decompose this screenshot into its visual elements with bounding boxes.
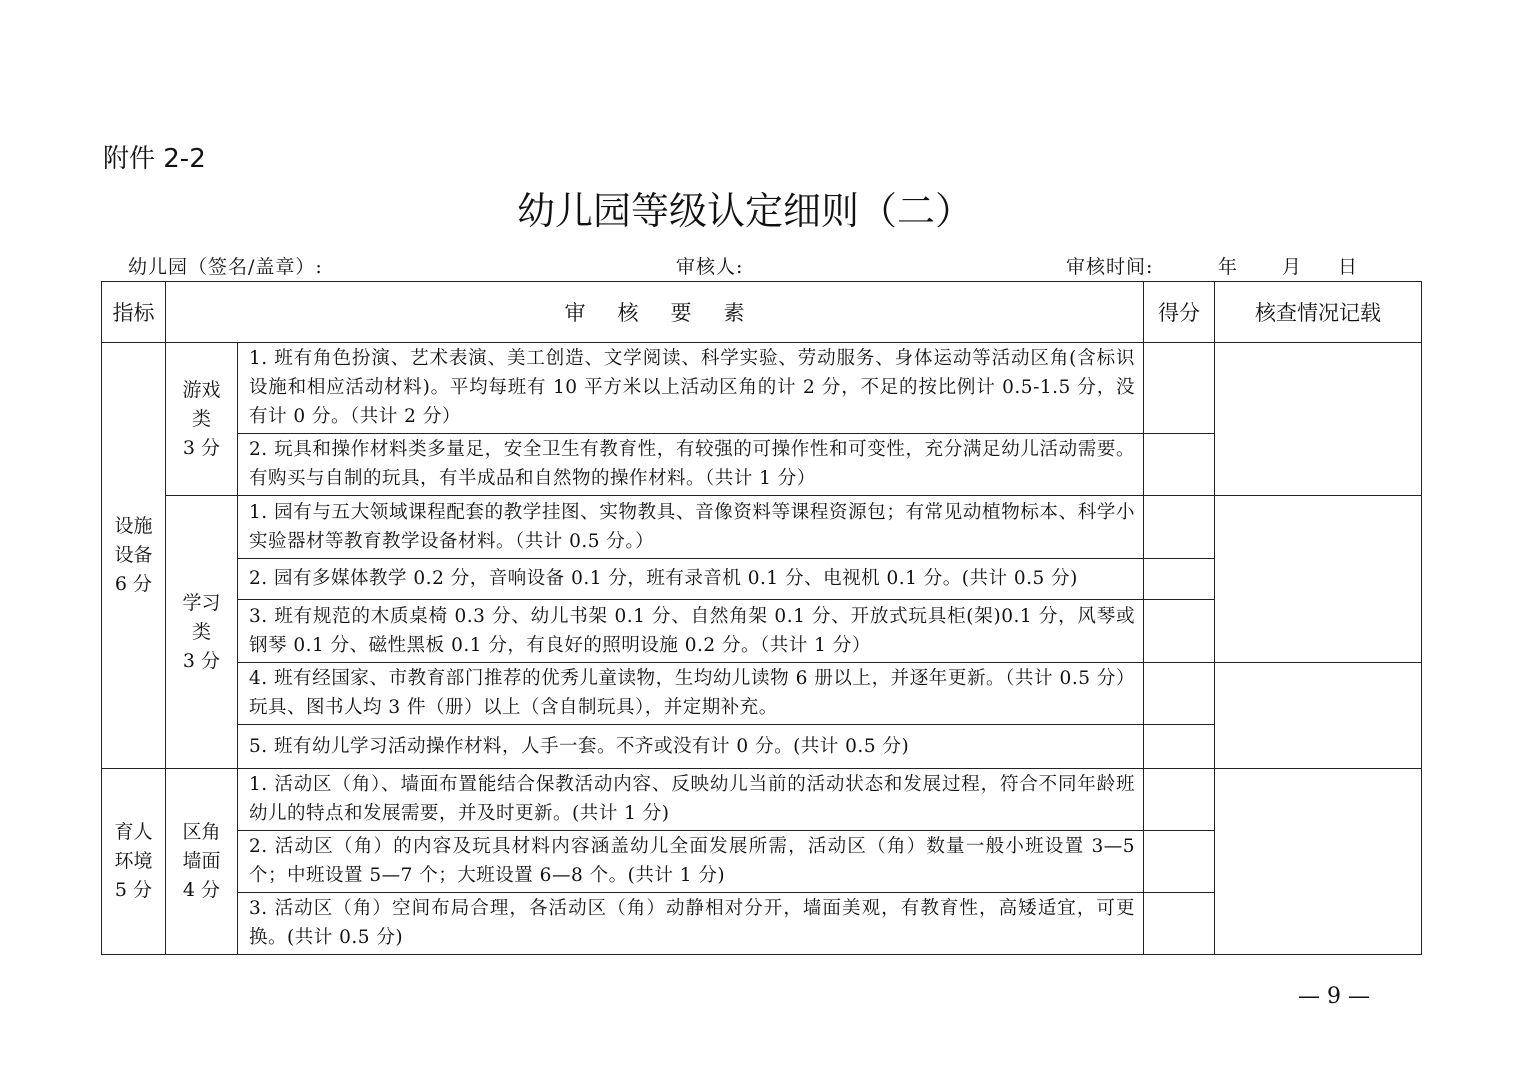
group-name-corner-wall: 区角 墙面 4 分	[166, 769, 238, 955]
score-cell[interactable]	[1144, 600, 1215, 663]
header-record: 核查情况记载	[1215, 282, 1422, 343]
header-indicator: 指标	[102, 282, 166, 343]
record-cell[interactable]	[1215, 663, 1422, 769]
record-cell[interactable]	[1215, 343, 1422, 496]
table-row	[102, 769, 1422, 831]
page-number: — 9 —	[1298, 984, 1370, 1009]
criteria-item: 1. 班有角色扮演、艺术表演、美工创造、文学阅读、科学实验、劳动服务、身体运动等活动区角(含标识设施和相应活动材料)。平均每班有 10 平方米以上活动区角的计 2 分，不足的按比例计 0.5-1.5 分，没有计 0 分。（共计 2 分）	[238, 343, 1144, 434]
score-cell[interactable]	[1144, 893, 1215, 955]
criteria-item: 2. 玩具和操作材料类多量足，安全卫生有教育性，有较强的可操作性和可变性，充分满足幼儿活动需要。有购买与自制的玩具，有半成品和自然物的操作材料。（共计 1 分）	[238, 434, 1144, 496]
section-name-environment: 育人 环境 5 分	[102, 769, 166, 955]
group-name-learning: 学习 类 3 分	[166, 496, 238, 769]
table-row	[102, 496, 1422, 559]
section-name-facilities: 设施 设备 6 分	[102, 343, 166, 769]
score-cell[interactable]	[1144, 434, 1215, 496]
record-cell[interactable]	[1215, 496, 1422, 663]
score-cell[interactable]	[1144, 559, 1215, 600]
attachment-label: 附件 2-2	[103, 144, 206, 174]
criteria-item: 2. 园有多媒体教学 0.2 分，音响设备 0.1 分，班有录音机 0.1 分、电视机 0.1 分。(共计 0.5 分)	[238, 559, 1144, 600]
criteria-item: 3. 班有规范的木质桌椅 0.3 分、幼儿书架 0.1 分、自然角架 0.1 分、开放式玩具柜(架)0.1 分，风琴或钢琴 0.1 分、磁性黑板 0.1 分，有良好的照明设施 0.2 分。（共计 1 分）	[238, 600, 1144, 663]
group-name-games: 游戏 类 3 分	[166, 343, 238, 496]
kindergarten-signature-label: 幼儿园（签名/盖章）:	[128, 256, 323, 278]
record-cell[interactable]	[1215, 769, 1422, 955]
score-cell[interactable]	[1144, 496, 1215, 559]
score-cell[interactable]	[1144, 769, 1215, 831]
criteria-item: 1. 园有与五大领域课程配套的教学挂图、实物教具、音像资料等课程资源包；有常见动植物标本、科学小实验器材等教育教学设备材料。（共计 0.5 分。）	[238, 496, 1144, 559]
table-header-row	[102, 282, 1422, 343]
criteria-item: 1. 活动区（角）、墙面布置能结合保教活动内容、反映幼儿当前的活动状态和发展过程，符合不同年龄班幼儿的特点和发展需要，并及时更新。(共计 1 分)	[238, 769, 1144, 831]
table-row	[102, 663, 1422, 725]
reviewer-label: 审核人:	[676, 256, 744, 278]
score-cell[interactable]	[1144, 663, 1215, 725]
score-cell[interactable]	[1144, 831, 1215, 893]
criteria-item: 3. 活动区（角）空间布局合理，各活动区（角）动静相对分开，墙面美观，有教育性，高矮适宜，可更换。(共计 0.5 分)	[238, 893, 1144, 955]
header-score: 得分	[1144, 282, 1215, 343]
year-label: 年	[1218, 256, 1239, 278]
day-label: 日	[1338, 256, 1359, 278]
criteria-item: 5. 班有幼儿学习活动操作材料，人手一套。不齐或没有计 0 分。(共计 0.5 分)	[238, 725, 1144, 769]
score-cell[interactable]	[1144, 343, 1215, 434]
criteria-item: 4. 班有经国家、市教育部门推荐的优秀儿童读物，生均幼儿读物 6 册以上，并逐年更新。（共计 0.5 分）玩具、图书人均 3 件（册）以上（含自制玩具），并定期补充。	[238, 663, 1144, 725]
document-title: 幼儿园等级认定细则（二）	[516, 189, 973, 233]
table-row	[102, 343, 1422, 434]
month-label: 月	[1282, 256, 1303, 278]
review-time-label: 审核时间:	[1066, 256, 1154, 278]
header-elements: 审核要素	[166, 282, 1144, 343]
criteria-item: 2. 活动区（角）的内容及玩具材料内容涵盖幼儿全面发展所需，活动区（角）数量一般小班设置 3—5 个；中班设置 5—7 个；大班设置 6—8 个。(共计 1 分)	[238, 831, 1144, 893]
assessment-table	[101, 281, 1422, 955]
score-cell[interactable]	[1144, 725, 1215, 769]
